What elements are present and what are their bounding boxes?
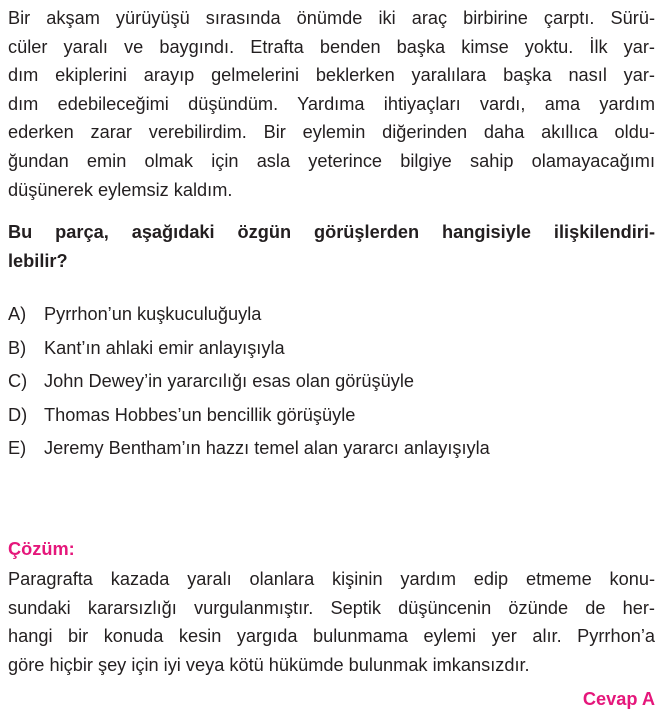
passage-line: dım ekiplerini arayıp gelmelerini beklerken yaralılara başka nasıl yar-: [8, 65, 655, 86]
passage-line: ğundan emin olmak için asla yeterince bilgiye sahip olamayacağımı: [8, 150, 655, 171]
passage-line: Bir akşam yürüyüşü sırasında önümde iki araç birbirine çarptı. Sürü-: [8, 8, 655, 28]
answer-label: Cevap A: [582, 689, 655, 709]
option-text: Thomas Hobbes’un bencillik görüşüyle: [44, 404, 356, 425]
option-text: Pyrrhon’un kuşkuculuğuyla: [44, 304, 262, 324]
option-text: John Dewey’in yararcılığı esas olan görüşüyle: [44, 371, 415, 392]
option-e[interactable]: [8, 432, 490, 466]
question-line: Bu parça, aşağıdaki özgün görüşlerden hangisiyle ilişkilendiri-: [8, 222, 655, 242]
solution-text: [8, 565, 655, 679]
passage-line: ederken zarar verebilirdim. Bir eylemin diğerinden daha akıllıca oldu-: [8, 122, 655, 143]
passage-line: cüler yaralı ve baygındı. Etrafta benden başka kimse yoktu. İlk yar-: [8, 36, 655, 57]
solution-heading: Çözüm:: [8, 539, 75, 559]
option-letter: D): [8, 404, 28, 425]
option-letter: C): [8, 371, 28, 392]
option-b[interactable]: [8, 332, 490, 366]
option-c[interactable]: [8, 365, 490, 399]
solution-line: göre hiçbir şey için iyi veya kötü hükümde bulunmak imkansızdır.: [8, 654, 530, 675]
option-d[interactable]: [8, 399, 490, 433]
solution-line: sundaki kararsızlığı vurgulanmıştır. Septik düşüncenin özünde de her-: [8, 597, 655, 618]
option-letter: E): [8, 438, 27, 459]
solution-line: hangi bir konuda kesin yargıda bulunmama eylemi yer alır. Pyrrhon’a: [8, 626, 655, 647]
solution-line: Paragrafta kazada yaralı olanlara kişinin yardım edip etmeme konu-: [8, 569, 655, 589]
passage-line: dım edebileceğimi düşündüm. Yardıma ihtiyaçları vardı, ama yardım: [8, 93, 655, 114]
question-page: [8, 0, 655, 717]
question-passage: [8, 4, 655, 204]
option-letter: A): [8, 304, 27, 324]
option-letter: B): [8, 337, 27, 358]
option-text: Jeremy Bentham’ın hazzı temel alan yararcı anlayışıyla: [44, 438, 490, 459]
option-text: Kant’ın ahlaki emir anlayışıyla: [44, 337, 285, 358]
question-stem: [8, 218, 655, 276]
answer-options: [8, 298, 490, 466]
question-line: lebilir?: [8, 251, 68, 271]
option-a[interactable]: [8, 298, 490, 332]
passage-line: düşünerek eylemsiz kaldım.: [8, 179, 233, 200]
